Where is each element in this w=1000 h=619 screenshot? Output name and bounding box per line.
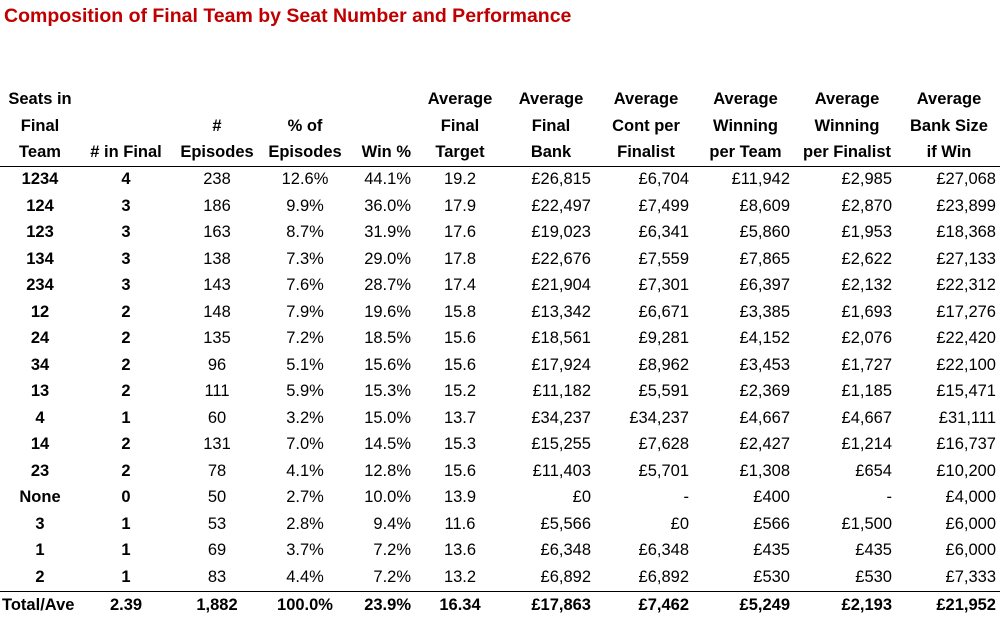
table-cell: £4,667 <box>739 408 790 427</box>
table-cell: 17.6 <box>443 223 477 242</box>
table-cell: 2.7% <box>286 488 324 507</box>
column-header-line: Final <box>20 116 60 135</box>
column-header-line: # <box>212 116 222 135</box>
column-header-line: # in Final <box>90 143 162 161</box>
column-header-line: Seats in <box>8 90 72 108</box>
table-cell: £1,727 <box>841 355 892 374</box>
table-cell: 7.2% <box>373 541 411 560</box>
column-header-line <box>262 86 348 113</box>
table-cell: £10,200 <box>936 461 996 480</box>
table-cell: 69 <box>207 541 227 560</box>
table-cell: £2,985 <box>841 170 892 189</box>
table-cell: 7.0% <box>286 435 324 454</box>
table-cell: £6,000 <box>945 541 996 560</box>
table-cell: 0 <box>121 488 131 507</box>
column-header-line: Final <box>440 116 480 135</box>
column-header-line: Average <box>613 90 679 108</box>
table-cell: £2,132 <box>841 276 892 295</box>
table-cell: 238 <box>203 170 231 189</box>
table-row <box>0 485 1000 512</box>
table-cell: 7.3% <box>286 249 324 268</box>
column-header-line: Winning <box>713 116 778 135</box>
table-cell: £11,403 <box>532 461 591 480</box>
table-cell: 1234 <box>21 170 59 189</box>
table-cell: 3 <box>121 223 131 242</box>
column-header-line: Average <box>427 90 493 108</box>
table-cell: 2 <box>121 382 131 401</box>
table-cell: £26,815 <box>531 170 591 189</box>
table-cell: 143 <box>203 276 231 295</box>
column-header-line: Average <box>713 90 778 108</box>
header-row <box>0 86 1000 166</box>
table-cell: £22,100 <box>936 355 996 374</box>
table-cell: £6,704 <box>638 170 689 189</box>
table-cell: £5,566 <box>540 514 591 533</box>
table-cell: 17.9 <box>443 196 477 215</box>
table-cell: £1,953 <box>841 223 892 242</box>
table-cell: 15.6 <box>443 355 477 374</box>
table-cell: 23 <box>30 461 50 480</box>
total-cell: 100.0% <box>277 595 333 614</box>
column-header-line: Team <box>19 143 61 161</box>
table-cell: 123 <box>26 223 54 242</box>
table-cell: £27,133 <box>936 249 996 268</box>
table-cell: 60 <box>207 408 227 427</box>
table-cell: £11,942 <box>731 170 790 189</box>
table-cell: £22,420 <box>936 329 996 348</box>
table-cell: £34,237 <box>531 408 591 427</box>
column-header <box>80 86 172 166</box>
table-cell: 4.4% <box>286 567 324 586</box>
table-cell: £9,281 <box>638 329 689 348</box>
table-cell: £6,892 <box>540 567 591 586</box>
column-header-line: per Team <box>709 143 782 161</box>
column-header-line: Cont per <box>612 116 680 135</box>
table-cell: 163 <box>203 223 231 242</box>
table-body <box>0 166 1000 591</box>
table-cell: £27,068 <box>936 170 996 189</box>
column-header <box>597 86 695 166</box>
results-table <box>0 86 1000 619</box>
table-cell: £1,214 <box>841 435 892 454</box>
table-row <box>0 246 1000 273</box>
column-header-line: Final <box>531 116 571 135</box>
table-cell: 2 <box>121 461 131 480</box>
table-cell: £400 <box>753 488 790 507</box>
table-cell: £2,870 <box>841 196 892 215</box>
total-cell: £7,462 <box>638 595 689 614</box>
table-cell: £4,667 <box>841 408 892 427</box>
column-header-line <box>80 86 172 113</box>
table-cell: 11.6 <box>444 514 476 533</box>
column-header-line: Episodes <box>268 143 342 161</box>
table-cell: 148 <box>203 302 231 321</box>
table-cell: £17,276 <box>936 302 996 321</box>
table-cell: £22,497 <box>531 196 591 215</box>
table-cell: 186 <box>203 196 231 215</box>
table-cell: £13,342 <box>531 302 591 321</box>
table-cell: None <box>19 488 61 507</box>
table-cell: 134 <box>26 249 54 268</box>
table-cell: 4 <box>35 408 45 427</box>
table-cell: £6,397 <box>739 276 790 295</box>
column-header-line <box>348 86 411 113</box>
table-cell: 12.6% <box>281 170 329 189</box>
table-cell: 15.3 <box>443 435 477 454</box>
table-cell: 15.2 <box>443 382 477 401</box>
column-header-line: Target <box>435 143 485 161</box>
column-header-line: per Finalist <box>802 143 892 161</box>
table-cell: 8.7% <box>286 223 324 242</box>
table-cell: 124 <box>26 196 54 215</box>
table-cell: 83 <box>207 567 227 586</box>
column-header-line <box>80 113 172 140</box>
column-header-line: Bank <box>530 143 572 161</box>
table-cell: £654 <box>855 461 892 480</box>
table-row <box>0 273 1000 300</box>
table-cell: 78 <box>207 461 227 480</box>
table-cell: £5,591 <box>638 382 689 401</box>
table-cell: 15.6% <box>364 355 411 374</box>
column-header <box>348 86 415 166</box>
table-cell: £2,427 <box>739 435 790 454</box>
table-row <box>0 458 1000 485</box>
table-cell: 15.3% <box>364 382 411 401</box>
table-cell: 3 <box>35 514 45 533</box>
total-cell: 16.34 <box>439 595 481 614</box>
table-cell: £2,076 <box>841 329 892 348</box>
total-cell: £5,249 <box>739 595 790 614</box>
column-header <box>262 86 348 166</box>
table-cell: £18,561 <box>531 329 591 348</box>
table-row <box>0 299 1000 326</box>
table-cell: £6,892 <box>638 567 689 586</box>
table-cell: 9.9% <box>286 196 324 215</box>
table-cell: 31.9% <box>364 223 411 242</box>
total-cell: £2,193 <box>841 595 892 614</box>
column-header-line: Winning <box>814 116 880 135</box>
table-cell: 4.1% <box>286 461 324 480</box>
table-cell: £2,369 <box>739 382 790 401</box>
total-cell: 1,882 <box>196 595 238 614</box>
column-header <box>796 86 898 166</box>
table-cell: £8,609 <box>739 196 790 215</box>
table-cell: 17.4 <box>443 276 477 295</box>
column-header-line: % of <box>287 116 323 135</box>
table-row <box>0 405 1000 432</box>
column-header-line <box>348 113 411 140</box>
table-row <box>0 220 1000 247</box>
table-cell: 14.5% <box>364 435 411 454</box>
table-cell: 13.9 <box>443 488 477 507</box>
column-header <box>898 86 1000 166</box>
table-cell: £7,628 <box>638 435 689 454</box>
table-cell: £8,962 <box>638 355 689 374</box>
table-cell: 17.8 <box>443 249 477 268</box>
table-row <box>0 564 1000 591</box>
table-cell: 15.6 <box>443 461 477 480</box>
column-header <box>0 86 80 166</box>
table-cell: £18,368 <box>936 223 996 242</box>
table-cell: 7.9% <box>286 302 324 321</box>
table-cell: £6,341 <box>638 223 689 242</box>
table-cell: 96 <box>207 355 227 374</box>
table-cell: 53 <box>207 514 227 533</box>
table-cell: £435 <box>855 541 892 560</box>
table-cell: £4,000 <box>945 488 996 507</box>
table-cell: £22,312 <box>936 276 996 295</box>
table-cell: 138 <box>203 249 231 268</box>
table-row <box>0 538 1000 565</box>
column-header-line: Win % <box>361 143 411 161</box>
table-cell: 3.2% <box>286 408 324 427</box>
table-row <box>0 432 1000 459</box>
table-cell: £530 <box>753 567 790 586</box>
table-cell: £0 <box>670 514 689 533</box>
table-cell: £5,860 <box>739 223 790 242</box>
table-cell: 7.2% <box>373 567 411 586</box>
table-cell: £11,182 <box>532 382 591 401</box>
table-cell: 15.8 <box>443 302 477 321</box>
table-cell: 135 <box>203 329 231 348</box>
table-cell: £17,924 <box>531 355 591 374</box>
table-cell: 7.2% <box>286 329 324 348</box>
table-cell: - <box>886 488 892 507</box>
table-cell: £1,185 <box>841 382 892 401</box>
table-cell: £21,904 <box>531 276 591 295</box>
table-cell: £7,865 <box>739 249 790 268</box>
total-cell: 2.39 <box>109 595 143 614</box>
table-cell: 13 <box>30 382 50 401</box>
column-header-line: Episodes <box>180 143 254 161</box>
column-header <box>415 86 505 166</box>
table-cell: 131 <box>203 435 231 454</box>
table-cell: 4 <box>121 170 131 189</box>
column-header-line: Bank Size <box>910 116 988 135</box>
table-cell: £23,899 <box>936 196 996 215</box>
table-cell: £1,693 <box>841 302 892 321</box>
column-header-line: if Win <box>926 143 972 161</box>
table-cell: 2 <box>35 567 45 586</box>
table-cell: 1 <box>121 514 131 533</box>
table-cell: £1,500 <box>841 514 892 533</box>
table-cell: £6,348 <box>540 541 591 560</box>
column-header <box>172 86 262 166</box>
table-cell: £31,111 <box>938 408 996 427</box>
table-cell: 29.0% <box>364 249 411 268</box>
column-header-line: Average <box>916 90 982 108</box>
table-cell: £15,255 <box>531 435 591 454</box>
table-cell: 13.7 <box>443 408 477 427</box>
table-cell: £1,308 <box>739 461 790 480</box>
column-header <box>505 86 597 166</box>
page-title: Composition of Final Team by Seat Number and Performance <box>4 5 572 27</box>
table-cell: 7.6% <box>286 276 324 295</box>
table-cell: £3,453 <box>739 355 790 374</box>
total-cell: £21,952 <box>936 595 996 614</box>
table-cell: 9.4% <box>373 514 411 533</box>
table-cell: 50 <box>207 488 227 507</box>
table-row <box>0 379 1000 406</box>
table-cell: £6,671 <box>638 302 689 321</box>
table-cell: 5.1% <box>286 355 324 374</box>
table-cell: 2 <box>121 329 131 348</box>
total-cell: Total/Ave <box>2 595 75 614</box>
table-cell: £19,023 <box>531 223 591 242</box>
table-cell: 3 <box>121 249 131 268</box>
table-cell: £6,000 <box>945 514 996 533</box>
table-cell: £6,348 <box>638 541 689 560</box>
column-header <box>695 86 796 166</box>
table-cell: 12.8% <box>364 461 411 480</box>
table-cell: 3.7% <box>286 541 324 560</box>
table-cell: 2 <box>121 435 131 454</box>
table-cell: 1 <box>35 541 45 560</box>
table-cell: 10.0% <box>364 488 411 507</box>
table-cell: 1 <box>121 408 131 427</box>
table-row <box>0 326 1000 353</box>
table-cell: £4,152 <box>739 329 790 348</box>
table-cell: 24 <box>30 329 50 348</box>
table-cell: 2 <box>121 302 131 321</box>
table-cell: £530 <box>855 567 892 586</box>
table-cell: £566 <box>753 514 790 533</box>
table-cell: 34 <box>30 355 50 374</box>
table-cell: 3 <box>121 276 131 295</box>
table-row <box>0 166 1000 193</box>
total-cell: £17,863 <box>531 595 591 614</box>
column-header-line <box>172 86 262 113</box>
total-cell: 23.9% <box>364 595 411 614</box>
table-cell: - <box>683 488 689 507</box>
table-cell: £16,737 <box>936 435 996 454</box>
table-cell: 28.7% <box>364 276 411 295</box>
table-cell: 13.2 <box>443 567 477 586</box>
table-cell: 36.0% <box>364 196 411 215</box>
table-cell: 1 <box>121 567 131 586</box>
table-cell: 5.9% <box>286 382 324 401</box>
table-cell: £7,301 <box>638 276 689 295</box>
column-header-line: Average <box>814 90 880 108</box>
table-cell: 2.8% <box>286 514 324 533</box>
table-cell: 14 <box>30 435 50 454</box>
table-cell: 12 <box>30 302 50 321</box>
table-cell: £34,237 <box>629 408 689 427</box>
table-cell: 1 <box>121 541 131 560</box>
table-cell: 15.6 <box>443 329 477 348</box>
table-cell: £7,333 <box>945 567 996 586</box>
table-cell: 2 <box>121 355 131 374</box>
table-cell: £2,622 <box>841 249 892 268</box>
table-cell: £3,385 <box>739 302 790 321</box>
table-cell: 19.2 <box>443 170 477 189</box>
table-cell: £22,676 <box>531 249 591 268</box>
table-cell: 19.6% <box>364 302 411 321</box>
table-cell: £7,499 <box>638 196 689 215</box>
table-cell: £5,701 <box>638 461 689 480</box>
table-cell: £435 <box>753 541 790 560</box>
table-cell: £0 <box>572 488 591 507</box>
table-cell: £7,559 <box>638 249 689 268</box>
table-row <box>0 511 1000 538</box>
table-cell: 18.5% <box>364 329 411 348</box>
table-cell: 15.0% <box>364 408 411 427</box>
table-cell: 13.6 <box>443 541 477 560</box>
table-cell: 44.1% <box>364 170 411 189</box>
column-header-line: Average <box>518 90 584 108</box>
total-row <box>0 591 1000 619</box>
table-row <box>0 352 1000 379</box>
table-cell: 3 <box>121 196 131 215</box>
table-cell: 111 <box>204 382 230 401</box>
table-cell: £15,471 <box>936 382 996 401</box>
table-row <box>0 193 1000 220</box>
table-cell: 234 <box>26 276 54 295</box>
column-header-line: Finalist <box>617 143 675 161</box>
